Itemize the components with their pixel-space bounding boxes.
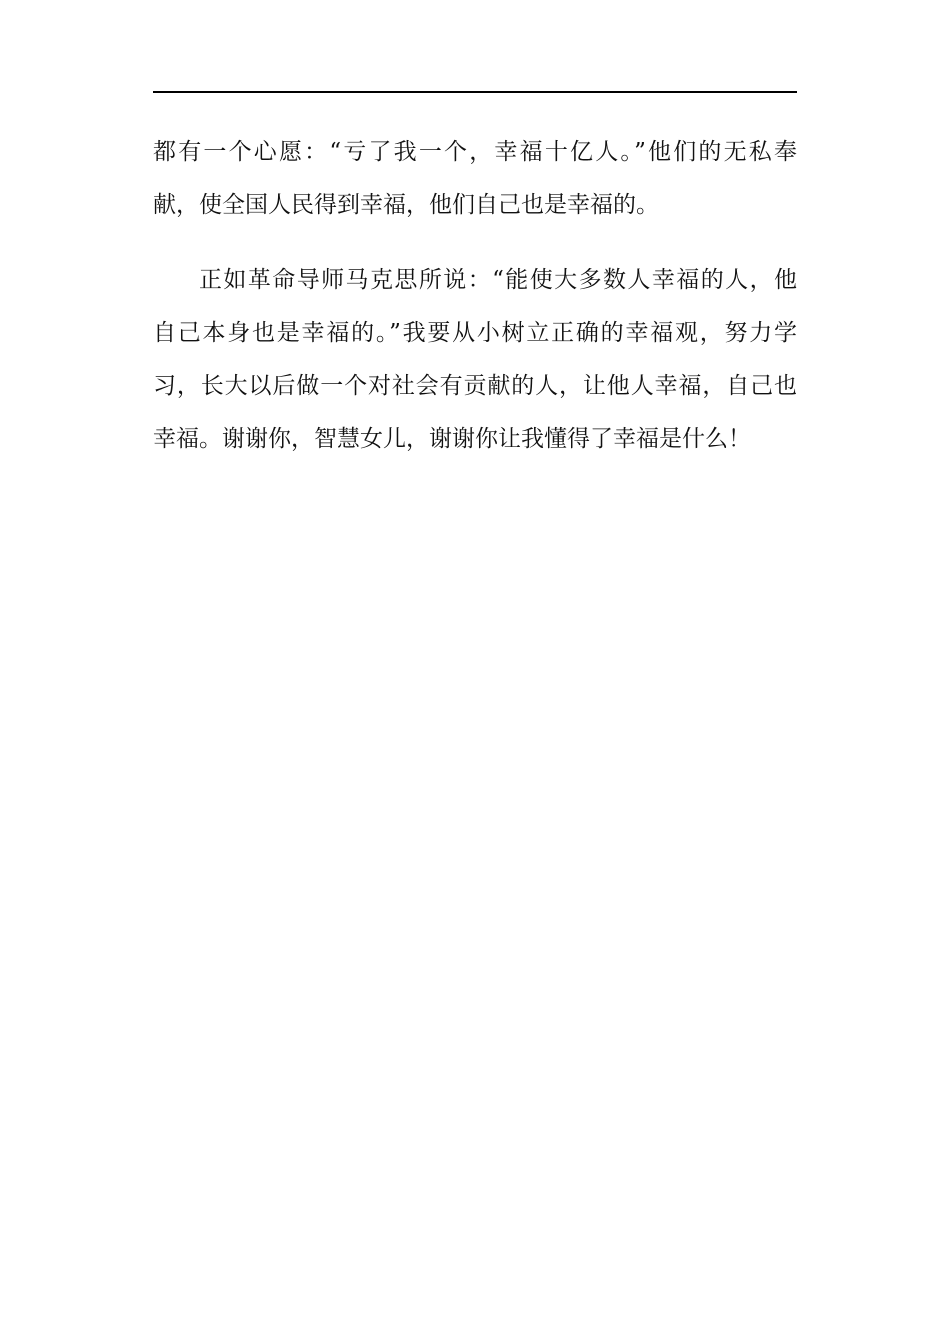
paragraph-spacer — [153, 232, 797, 254]
text-line: 幸福。谢谢你，智慧女儿，谢谢你让我懂得了幸福是什么！ — [153, 426, 751, 452]
document-body — [153, 126, 797, 466]
header-rule — [153, 91, 797, 93]
paragraph — [153, 254, 797, 466]
text-line: 都有一个心愿：“亏了我一个，幸福十亿人。”他们的无私奉 — [153, 139, 797, 165]
paragraph — [153, 126, 797, 232]
text-line: 正如革命导师马克思所说：“能使大多数人幸福的人，他 — [199, 267, 797, 293]
text-line: 自己本身也是幸福的。”我要从小树立正确的幸福观，努力学 — [153, 320, 797, 346]
text-line: 献，使全国人民得到幸福，他们自己也是幸福的。 — [153, 192, 659, 218]
text-line: 习，长大以后做一个对社会有贡献的人，让他人幸福，自己也 — [153, 373, 797, 399]
